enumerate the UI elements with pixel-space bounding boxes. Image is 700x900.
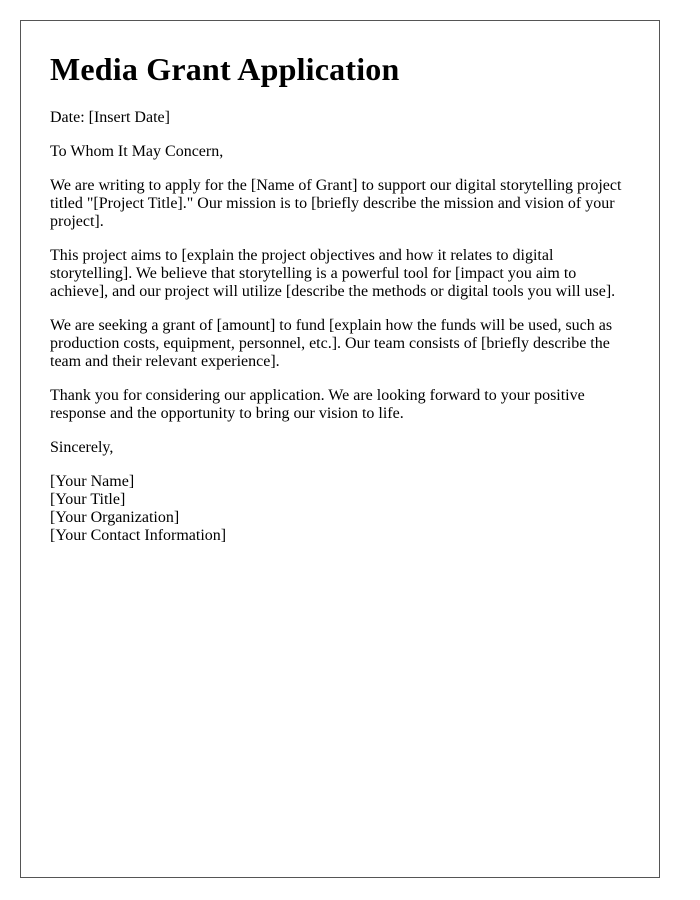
body-paragraph-objectives: This project aims to [explain the project objectives and how it relates to digital storytelling]. We believe that storytelling is a powerful tool for [impact you aim to achieve], and our project will utilize [describe the methods or digital tools you will use].: [50, 247, 616, 300]
letter-content: [50, 51, 635, 545]
signature-block: [50, 473, 635, 545]
letter-page: [20, 20, 660, 878]
signature-name: [Your Name]: [50, 473, 135, 490]
signature-organization: [Your Organization]: [50, 509, 180, 526]
body-paragraph-thanks: Thank you for considering our application. We are looking forward to your positive response and the opportunity to bring our vision to life.: [50, 387, 585, 422]
signature-title: [Your Title]: [50, 491, 126, 508]
body-paragraph-intro: We are writing to apply for the [Name of Grant] to support our digital storytelling project titled "[Project Title]." Our mission is to [briefly describe the mission and vision of your project].: [50, 177, 622, 230]
document-title: Media Grant Application: [50, 51, 400, 87]
closing: Sincerely,: [50, 439, 114, 456]
date-line: Date: [Insert Date]: [50, 109, 170, 126]
signature-contact: [Your Contact Information]: [50, 527, 227, 544]
salutation: To Whom It May Concern,: [50, 143, 224, 160]
body-paragraph-funding: We are seeking a grant of [amount] to fund [explain how the funds will be used, such as production costs, equipment, personnel, etc.]. Our team consists of [briefly describe the team and their relevant experience].: [50, 317, 613, 370]
